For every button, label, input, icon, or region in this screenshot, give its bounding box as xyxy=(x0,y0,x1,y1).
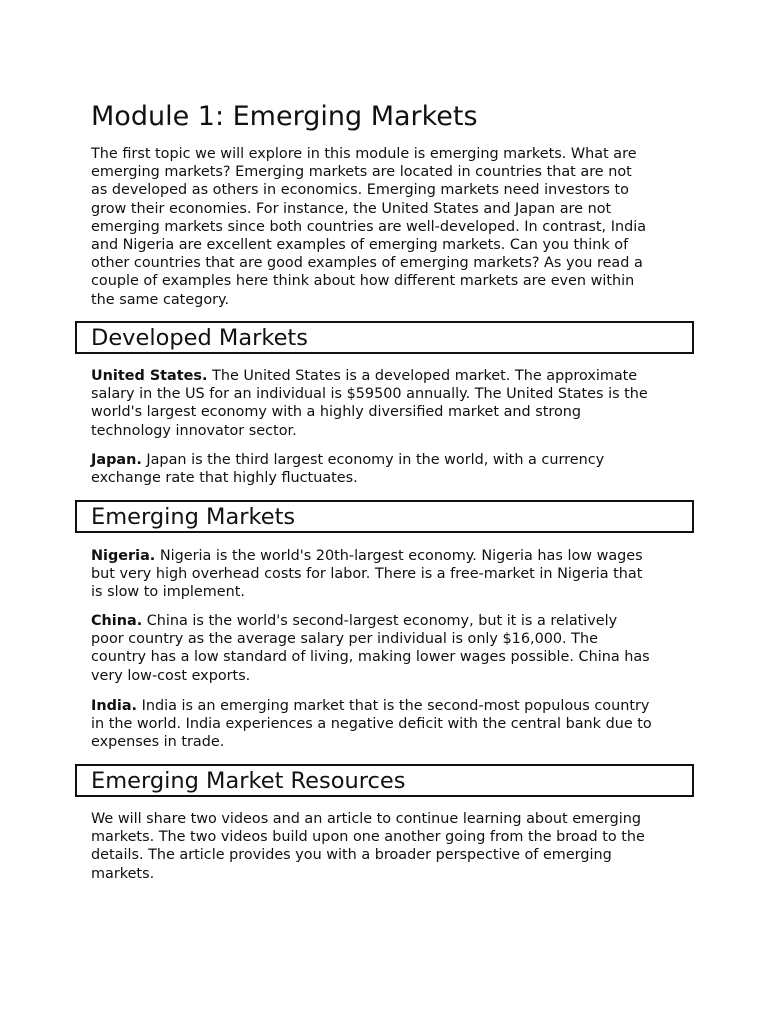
intro-line: emerging markets? Emerging markets are located in countries that are not xyxy=(91,164,632,181)
paragraph-line: exchange rate that highly fluctuates. xyxy=(91,470,358,487)
paragraph-line: but very high overhead costs for labor. There is a free-market in Nigeria that xyxy=(91,566,643,583)
paragraph-japan xyxy=(91,451,691,487)
paragraph-text: India is an emerging market that is the second-most populous country xyxy=(137,698,650,714)
intro-line: the same category. xyxy=(91,291,230,308)
paragraph-line: salary in the US for an individual is $59500 annually. The United States is the xyxy=(91,386,648,403)
section-emerging-markets xyxy=(75,500,694,533)
section-heading: Developed Markets xyxy=(91,325,308,351)
intro-paragraph xyxy=(91,145,691,309)
paragraph-nigeria xyxy=(91,547,691,602)
paragraph-text: The United States is a developed market. The approximate xyxy=(207,368,638,384)
intro-line: as developed as others in economics. Emerging markets need investors to xyxy=(91,182,629,199)
paragraph-line: poor country as the average salary per individual is only $16,000. The xyxy=(91,631,598,648)
paragraph-line: technology innovator sector. xyxy=(91,422,297,439)
intro-line: couple of examples here think about how different markets are even within xyxy=(91,273,635,290)
intro-line: The first topic we will explore in this module is emerging markets. What are xyxy=(91,146,637,162)
country-label: Nigeria. xyxy=(91,548,156,564)
section-heading: Emerging Market Resources xyxy=(91,768,406,794)
country-label: China. xyxy=(91,613,143,629)
paragraph-line: details. The article provides you with a broader perspective of emerging xyxy=(91,847,612,864)
intro-line: emerging markets since both countries are well-developed. In contrast, India xyxy=(91,218,647,235)
section-emerging-market-resources xyxy=(75,764,694,797)
section-heading: Emerging Markets xyxy=(91,504,296,530)
intro-line: and Nigeria are excellent examples of emerging markets. Can you think of xyxy=(91,237,629,254)
country-label: Japan. xyxy=(91,452,142,468)
intro-line: other countries that are good examples of emerging markets? As you read a xyxy=(91,255,643,272)
paragraph-line: expenses in trade. xyxy=(91,734,225,751)
paragraph-line: country has a low standard of living, making lower wages possible. China has xyxy=(91,649,650,666)
country-label: United States. xyxy=(91,368,208,384)
paragraph-china xyxy=(91,612,691,685)
paragraph-line: markets. xyxy=(91,865,155,882)
paragraph-text: Japan is the third largest economy in the world, with a currency xyxy=(141,452,605,468)
paragraph-line: in the world. India experiences a negative deficit with the central bank due to xyxy=(91,716,652,733)
section-developed-markets xyxy=(75,321,694,354)
paragraph-line: very low-cost exports. xyxy=(91,667,251,684)
resources-paragraph xyxy=(91,810,691,883)
paragraph-line: We will share two videos and an article to continue learning about emerging xyxy=(91,811,641,827)
paragraph-united-states xyxy=(91,367,691,440)
paragraph-india xyxy=(91,697,691,752)
paragraph-text: Nigeria is the world's 20th-largest economy. Nigeria has low wages xyxy=(155,548,643,564)
paragraph-line: markets. The two videos build upon one another going from the broad to the xyxy=(91,829,645,846)
intro-line: grow their economies. For instance, the United States and Japan are not xyxy=(91,200,612,217)
paragraph-line: world's largest economy with a highly diversified market and strong xyxy=(91,404,582,421)
paragraph-line: is slow to implement. xyxy=(91,584,245,601)
country-label: India. xyxy=(91,698,138,714)
page-title: Module 1: Emerging Markets xyxy=(91,101,478,132)
paragraph-text: China is the world's second-largest economy, but it is a relatively xyxy=(142,613,618,629)
